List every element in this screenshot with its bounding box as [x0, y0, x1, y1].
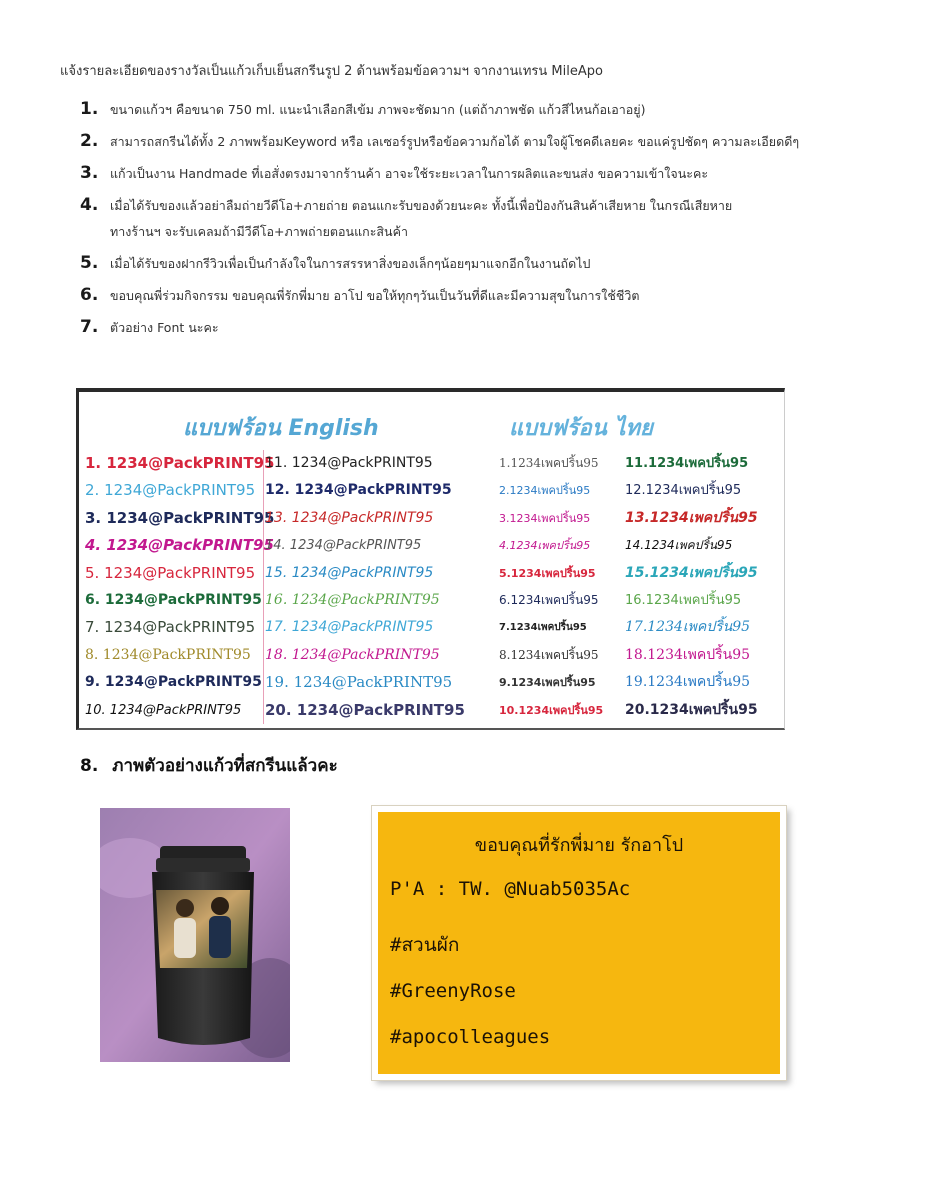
thai-font-sample: 6.1234เพคปริ้น95	[499, 592, 599, 607]
thai-font-sample: 3.1234เพคปริ้น95	[499, 511, 591, 525]
thai-font-sample: 15.1234เพคปริ้น95	[625, 564, 758, 581]
card-title: ขอบคุณที่รักพี่มาย รักอาโป	[474, 835, 684, 856]
english-font-heading: แบบฟร้อน English	[183, 416, 379, 441]
english-font-sample: 10. 1234@PackPRINT95	[85, 702, 242, 718]
thai-font-sample: 2.1234เพคปริ้น95	[499, 484, 591, 498]
thai-font-sample: 20.1234เพคปริ้น95	[625, 701, 758, 718]
english-font-sample: 12. 1234@PackPRINT95	[265, 482, 452, 499]
section-8-heading: 8. ภาพตัวอย่างแก้วที่สกรีนแล้วคะ	[80, 756, 338, 776]
english-font-sample: 1. 1234@PackPRINT95	[85, 454, 275, 472]
english-font-sample: 4. 1234@PackPRINT95	[85, 536, 274, 555]
english-font-sample: 16. 1234@PackPRINT95	[265, 591, 440, 608]
english-font-sample: 7. 1234@PackPRINT95	[85, 618, 256, 637]
thai-font-sample: 16.1234เพคปริ้น95	[625, 592, 742, 608]
english-font-sample: 2. 1234@PackPRINT95	[85, 481, 256, 500]
thai-font-sample: 5.1234เพคปริ้น95	[499, 566, 596, 580]
thai-font-sample: 14.1234เพคปริ้น95	[625, 538, 733, 553]
thai-font-sample: 9.1234เพคปริ้น95	[499, 676, 596, 690]
thai-font-sample: 11.1234เพคปริ้น95	[625, 456, 749, 471]
thai-font-sample: 12.1234เพคปริ้น95	[625, 483, 742, 499]
card-line-twitter: P'A : TW. @Nuab5035Ac	[390, 878, 631, 900]
tumbler-illustration	[100, 808, 290, 1062]
english-font-sample: 19. 1234@PackPRINT95	[265, 673, 453, 692]
list-item: 7. ตัวอย่าง Font นะคะ	[80, 317, 219, 337]
english-font-column-1	[85, 450, 274, 724]
tumbler-photo	[100, 808, 290, 1062]
english-font-sample: 6. 1234@PackPRINT95	[85, 591, 262, 608]
thai-font-sample: 19.1234เพคปริ้น95	[625, 674, 751, 691]
thai-font-heading: แบบฟร้อน ไทย	[509, 416, 653, 441]
list-item: 1. ขนาดแก้วฯ คือขนาด 750 ml. แนะนำเลือกสีเข้ม ภาพจะชัดมาก (แต่ถ้าภาพชัด แก้วสีไหนก้อเอาอยู่)	[80, 99, 646, 119]
card-line-hashtag-1: #สวนผัก	[390, 934, 460, 956]
thai-font-sample: 13.1234เพคปริ้น95	[625, 509, 758, 526]
english-font-sample: 8. 1234@PackPRINT95	[85, 646, 251, 663]
font-sample-panel	[76, 388, 785, 730]
english-font-sample: 14. 1234@PackPRINT95	[265, 538, 422, 554]
english-font-sample: 20. 1234@PackPRINT95	[265, 700, 465, 719]
english-font-sample: 9. 1234@PackPRINT95	[85, 674, 262, 691]
thai-font-column-1	[499, 450, 603, 724]
card-line-hashtag-2: #GreenyRose	[390, 980, 516, 1002]
thai-font-sample: 1.1234เพคปริ้น95	[499, 456, 599, 470]
english-font-sample: 17. 1234@PackPRINT95	[265, 619, 434, 636]
english-font-sample: 3. 1234@PackPRINT95	[85, 508, 275, 527]
english-font-sample: 5. 1234@PackPRINT95	[85, 563, 256, 582]
list-item: 6. ขอบคุณพี่ร่วมกิจกรรม ขอบคุณพี่รักพี่มาย อาโป ขอให้ทุกๆวันเป็นวันที่ดีและมีความสุขในการใช้ชีวิต	[80, 285, 640, 305]
thai-font-sample: 18.1234เพคปริ้น95	[625, 646, 751, 663]
english-font-sample: 11. 1234@PackPRINT95	[265, 455, 433, 471]
list-item: 4. เมื่อได้รับของแล้วอย่าลืมถ่ายวีดีโอ+ภายถ่าย ตอนแกะรับของด้วยนะคะ ทั้งนี้เพื่อป้องกันสินค้าเสียหาย ในกรณีเสียหาย ทางร้านฯ จะรับเคลมถ้ามีวีดีโอ+ภาพถ่ายตอนแกะสินค้า	[80, 195, 733, 239]
english-font-sample: 13. 1234@PackPRINT95	[265, 509, 434, 526]
list-item: 2. สามารถสกรีนได้ทั้ง 2 ภาพพร้อมKeyword หรือ เลเซอร์รูปหรือข้อความก้อได้ ตามใจผู้โชคดีเลยคะ ขอแค่รูปชัดๆ ความละเอียดดีๆ	[80, 131, 800, 151]
details-list	[80, 100, 880, 350]
thai-font-column-2	[625, 450, 758, 724]
intro-text: แจ้งรายละเอียดของรางวัลเป็นแก้วเก็บเย็นสกรีนรูป 2 ด้านพร้อมข้อความฯ จากงานเทรน MileApo	[60, 64, 603, 79]
thai-font-sample: 8.1234เพคปริ้น95	[499, 647, 599, 662]
list-item: 5. เมื่อได้รับของฝากรีวิวเพื่อเป็นกำลังใจในการสรรหาสิ่งของเล็กๆน้อยๆมาแจกอีกในงานถัดไป	[80, 253, 591, 273]
english-font-column-2	[265, 450, 465, 724]
thai-font-sample: 17.1234เพคปริ้น95	[625, 619, 751, 636]
card-line-hashtag-3: #apocolleagues	[390, 1026, 551, 1048]
thai-font-sample: 10.1234เพคปริ้น95	[499, 703, 604, 717]
english-font-sample: 18. 1234@PackPRINT95	[265, 646, 440, 663]
thai-font-sample: 7.1234เพคปริ้น95	[499, 622, 587, 634]
message-card	[372, 806, 786, 1080]
english-font-sample: 15. 1234@PackPRINT95	[265, 564, 434, 581]
list-item: 3. แก้วเป็นงาน Handmade ที่เอสั่งตรงมาจากร้านค้า อาจะใช้ระยะเวลาในการผลิตและขนส่ง ขอความเข้าใจนะคะ	[80, 163, 709, 183]
thai-font-sample: 4.1234เพคปริ้น95	[499, 539, 591, 553]
